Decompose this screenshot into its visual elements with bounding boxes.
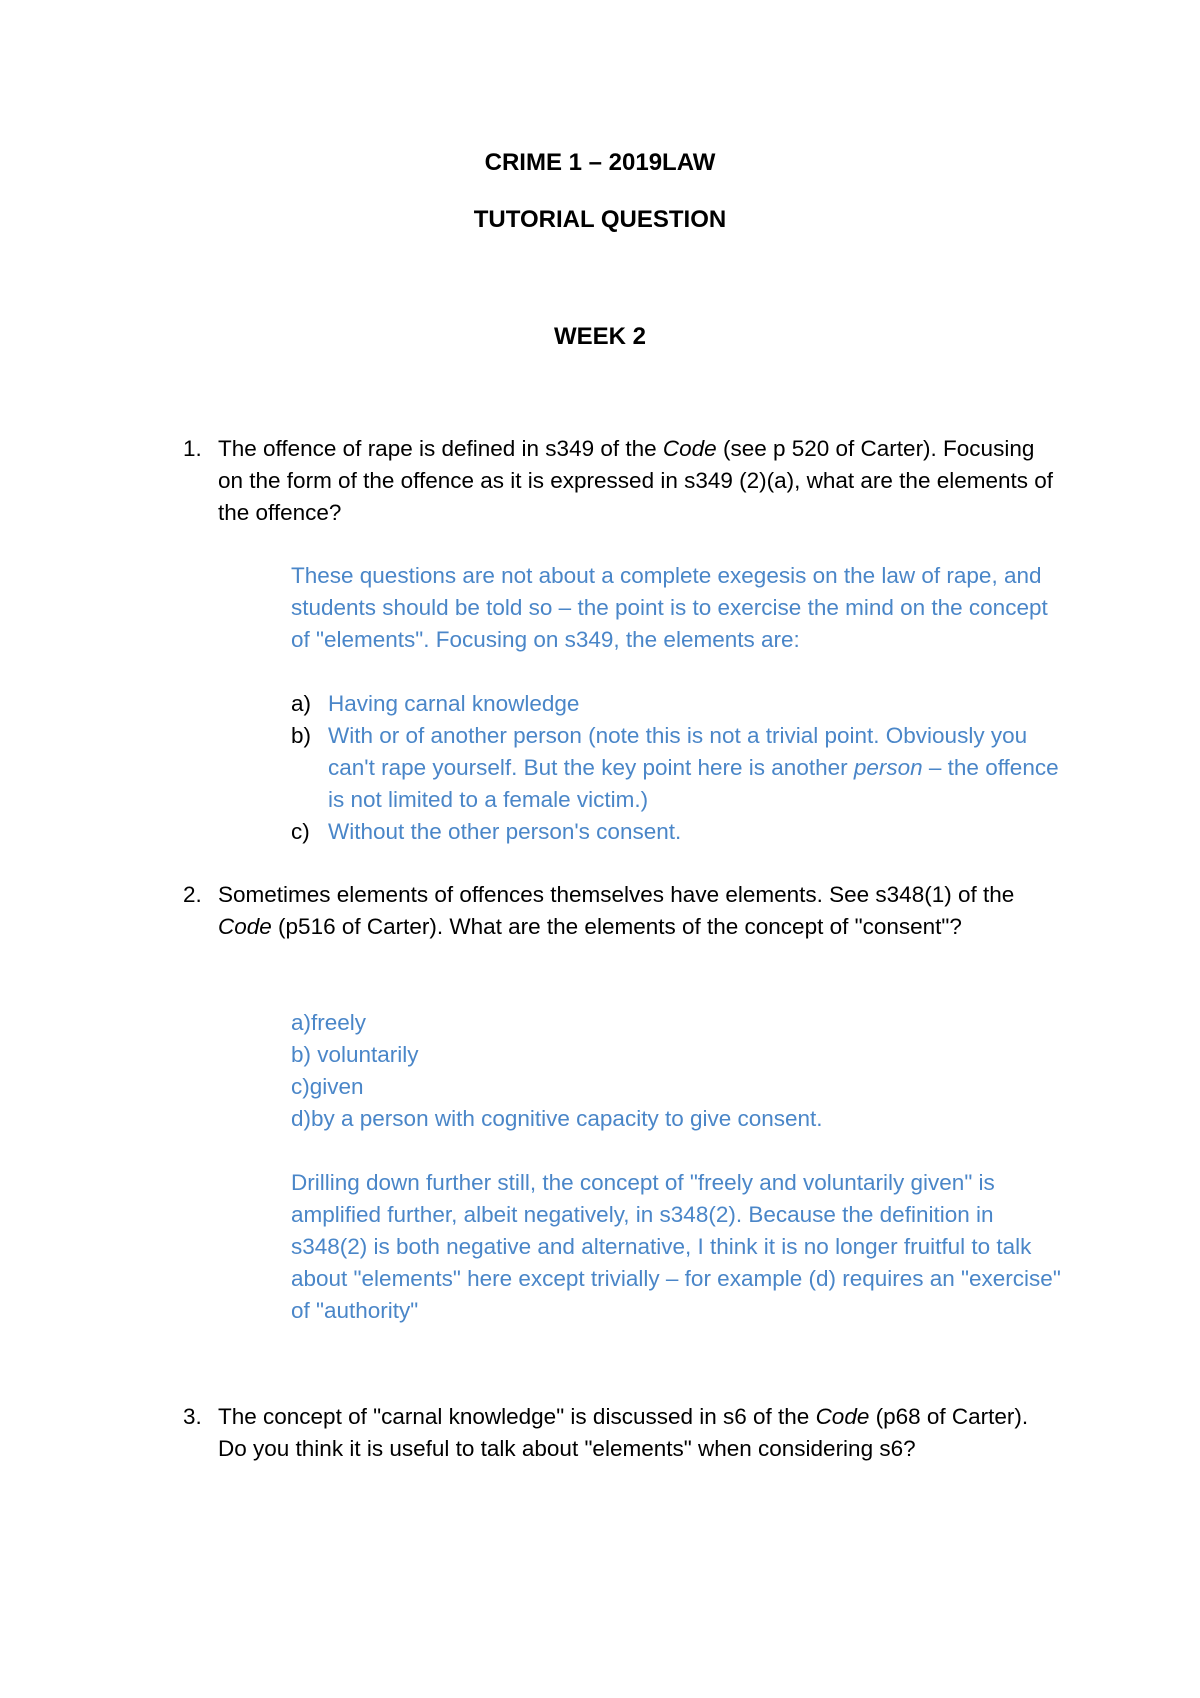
list-item: b) With or of another person (note this is not a trivial point. Obviously you can't rape yourself. But the key point here is another person – the offence is not limited to a female victim.) — [291, 720, 1061, 816]
answer-line: c)given — [291, 1074, 364, 1099]
answer-1-list — [291, 688, 1061, 848]
code-emphasis: Code — [815, 1404, 870, 1429]
list-item: c) Without the other person's consent. — [291, 816, 1061, 848]
question-2 — [183, 879, 1063, 943]
answer-line: b) voluntarily — [291, 1042, 419, 1067]
document-title: TUTORIAL QUESTION — [473, 206, 727, 233]
question-number: 1. — [183, 436, 202, 461]
list-item: a) Having carnal knowledge — [291, 688, 1061, 720]
answer-1-intro: These questions are not about a complete exegesis on the law of rape, and students should be told so – the point is to exercise the mind on the concept of "elements". Focusing on s349, the elements are: — [291, 563, 1048, 652]
question-1 — [183, 433, 1063, 529]
list-marker: c) — [291, 819, 310, 844]
question-text: Sometimes elements of offences themselves have elements. See s348(1) of the Code (p516 of Carter). What are the elements of the concept of "consent"? — [218, 882, 1015, 939]
code-emphasis: Code — [662, 436, 717, 461]
answer-line: d)by a person with cognitive capacity to give consent. — [291, 1106, 823, 1131]
course-title: CRIME 1 – 2019LAW — [484, 149, 716, 176]
week-heading: WEEK 2 — [553, 323, 646, 350]
answer-line: a)freely — [291, 1010, 367, 1035]
question-3 — [183, 1401, 1063, 1465]
answer-2-elements — [291, 1007, 1061, 1135]
question-text: The concept of "carnal knowledge" is discussed in s6 of the Code (p68 of Carter). Do you think it is useful to talk about "elements" when considering s6? — [218, 1404, 1029, 1461]
question-number: 2. — [183, 882, 202, 907]
answer-2-paragraph: Drilling down further still, the concept of "freely and voluntarily given" is amplified further, albeit negatively, in s348(2). Because the definition in s348(2) is both negative and alternative, I think it is no longer fruitful to talk about "elements" here except trivially – for example (d) requires an "exercise" of "authority" — [291, 1170, 1061, 1323]
list-marker: b) — [291, 723, 312, 748]
question-text: The offence of rape is defined in s349 of the Code (see p 520 of Carter). Focusing on the form of the offence as it is expressed in s349 (2)(a), what are the elements of the offence? — [218, 436, 1054, 525]
person-emphasis: person — [853, 755, 923, 780]
list-marker: a) — [291, 691, 312, 716]
code-emphasis: Code — [218, 914, 272, 939]
question-number: 3. — [183, 1404, 202, 1429]
